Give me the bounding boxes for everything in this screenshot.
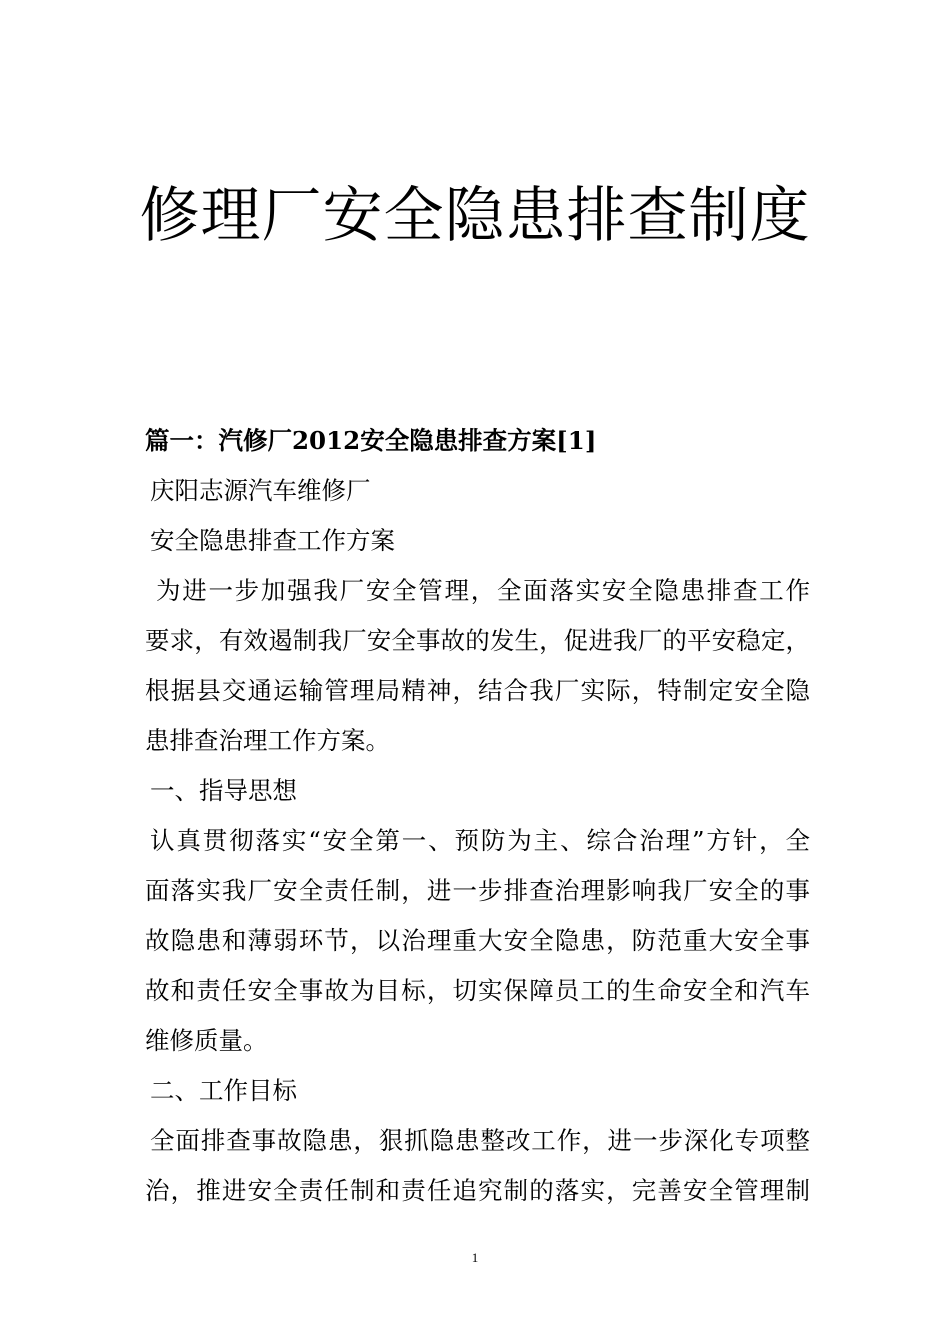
plan-title: 安全隐患排查工作方案	[150, 526, 395, 555]
subheading-work-goal: 二、工作目标	[150, 1076, 297, 1105]
paragraph-line: 治，推进安全责任制和责任追究制的落实，完善安全管理制	[145, 1176, 810, 1205]
paragraph-line: 认真贯彻落实“安全第一、预防为主、综合治理”方针，全	[150, 826, 810, 855]
paragraph-line: 故和责任安全事故为目标，切实保障员工的生命安全和汽车	[145, 976, 810, 1005]
section-heading: 篇一：汽修厂2012安全隐患排查方案[1]	[145, 426, 597, 455]
paragraph-line: 维修质量。	[145, 1026, 268, 1055]
page-number: 1	[471, 1250, 479, 1265]
subheading-guiding-thought: 一、指导思想	[150, 776, 297, 805]
paragraph-line: 根据县交通运输管理局精神，结合我厂实际，特制定安全隐	[145, 676, 810, 705]
paragraph-line: 故隐患和薄弱环节，以治理重大安全隐患，防范重大安全事	[145, 926, 810, 955]
company-name: 庆阳志源汽车维修厂	[150, 476, 371, 505]
paragraph-line: 要求，有效遏制我厂安全事故的发生，促进我厂的平安稳定，	[145, 626, 810, 655]
document-title: 修理厂安全隐患排查制度	[139, 181, 811, 251]
paragraph-line: 为进一步加强我厂安全管理，全面落实安全隐患排查工作	[156, 576, 810, 605]
document-body	[145, 416, 810, 1216]
paragraph-line: 面落实我厂安全责任制，进一步排查治理影响我厂安全的事	[145, 876, 810, 905]
paragraph-line: 患排查治理工作方案。	[145, 726, 390, 755]
paragraph-line: 全面排查事故隐患，狠抓隐患整改工作，进一步深化专项整	[150, 1126, 810, 1155]
